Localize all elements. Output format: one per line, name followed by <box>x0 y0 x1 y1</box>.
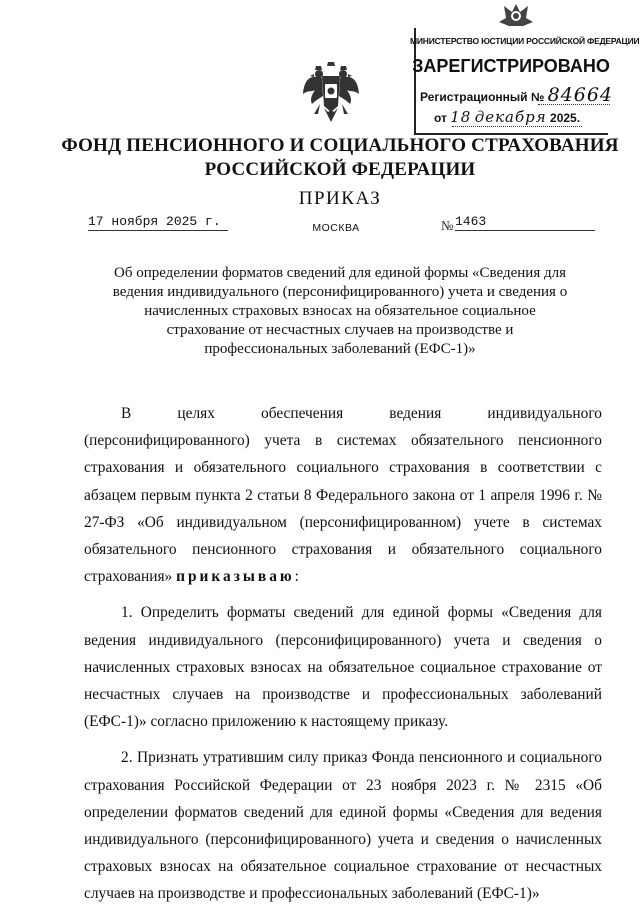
subject-line: профессиональных заболеваний (ЕФС-1)» <box>204 341 476 357</box>
stamp-reg-number-line <box>420 84 613 106</box>
stamp-registered: ЗАРЕГИСТРИРОВАНО <box>412 56 610 76</box>
stamp-reg-number-label: Регистрационный № <box>420 90 545 104</box>
order-date: 17 ноября 2025 г. <box>88 214 228 231</box>
order-item-1: 1. Определить форматы сведений для единой формы «Сведения для ведения индивидуального (персонифицированного) учета и сведения о начисленных страховых взносах на обязательное социальное страхование от несчастных случаев на производстве и профессиональных заболеваний (ЕФС-1)» согласно приложению к настоящему приказу. <box>84 604 602 731</box>
order-number-sign: № <box>441 218 454 233</box>
document-type: ПРИКАЗ <box>298 188 382 209</box>
subject-line: страхование от несчастных случаев на производстве и <box>166 322 514 338</box>
order-item-2: 2. Признать утратившим силу приказ Фонда пенсионного и социального страхования Российской Федерации от 23 ноября 2023 г. № 2315 «Об определении форматов сведений для единой формы «Сведения для ведения индивидуального (персонифицированного) учета и сведения о начисленных страховых взносах на обязательное социальное страхование от несчастных случаев на производстве и профессиональных заболеваний (ЕФС-1)» <box>84 749 602 903</box>
order-city: МОСКВА <box>312 222 360 234</box>
subject-line: начисленных страховых взносах на обязательное социальное <box>144 303 536 319</box>
stamp-date-year: 2025. <box>550 111 581 125</box>
order-colon: : <box>294 568 299 586</box>
stamp-number-underline <box>538 104 610 105</box>
coat-of-arms-emblem <box>302 60 360 126</box>
stamp-emblem-partial <box>495 0 537 26</box>
subject-line: ведения индивидуального (персонифицированного) учета и сведения о <box>112 284 568 300</box>
organization-title-line2: РОССИЙСКОЙ ФЕДЕРАЦИИ <box>204 159 476 180</box>
order-body <box>84 400 602 917</box>
order-subject <box>100 264 580 359</box>
organization-title <box>40 134 640 182</box>
stamp-reg-number: 84664 <box>547 84 614 106</box>
stamp-date-line <box>434 108 580 126</box>
stamp-ministry: МИНИСТЕРСТВО ЮСТИЦИИ РОССИЙСКОЙ ФЕДЕРАЦИИ <box>410 36 640 46</box>
stamp-date-prefix: от <box>434 111 447 125</box>
preamble-paragraph <box>84 400 602 590</box>
stamp-date-day: 18 <box>450 108 472 126</box>
preamble-text: В целях обеспечения ведения индивидуального (персонифицированного) учета в системах обязательного пенсионного страхования и обязательного социального страхования в соответствии с абзацем первым пункта 2 статьи 8 Федерального закона от 1 апреля 1996 г. № 27-ФЗ «Об индивидуальном (персонифицированном) учете в системах обязательного пенсионного страхования и обязательного социального страхования» <box>84 405 602 586</box>
order-word: приказываю <box>176 568 295 586</box>
stamp-date-underline <box>452 126 582 127</box>
stamp-date-month: декабря <box>474 108 547 126</box>
organization-title-line1: ФОНД ПЕНСИОННОГО И СОЦИАЛЬНОГО СТРАХОВАНИЯ <box>61 135 619 156</box>
order-number: 1463 <box>455 214 595 231</box>
subject-line: Об определении форматов сведений для единой формы «Сведения для <box>113 265 566 281</box>
